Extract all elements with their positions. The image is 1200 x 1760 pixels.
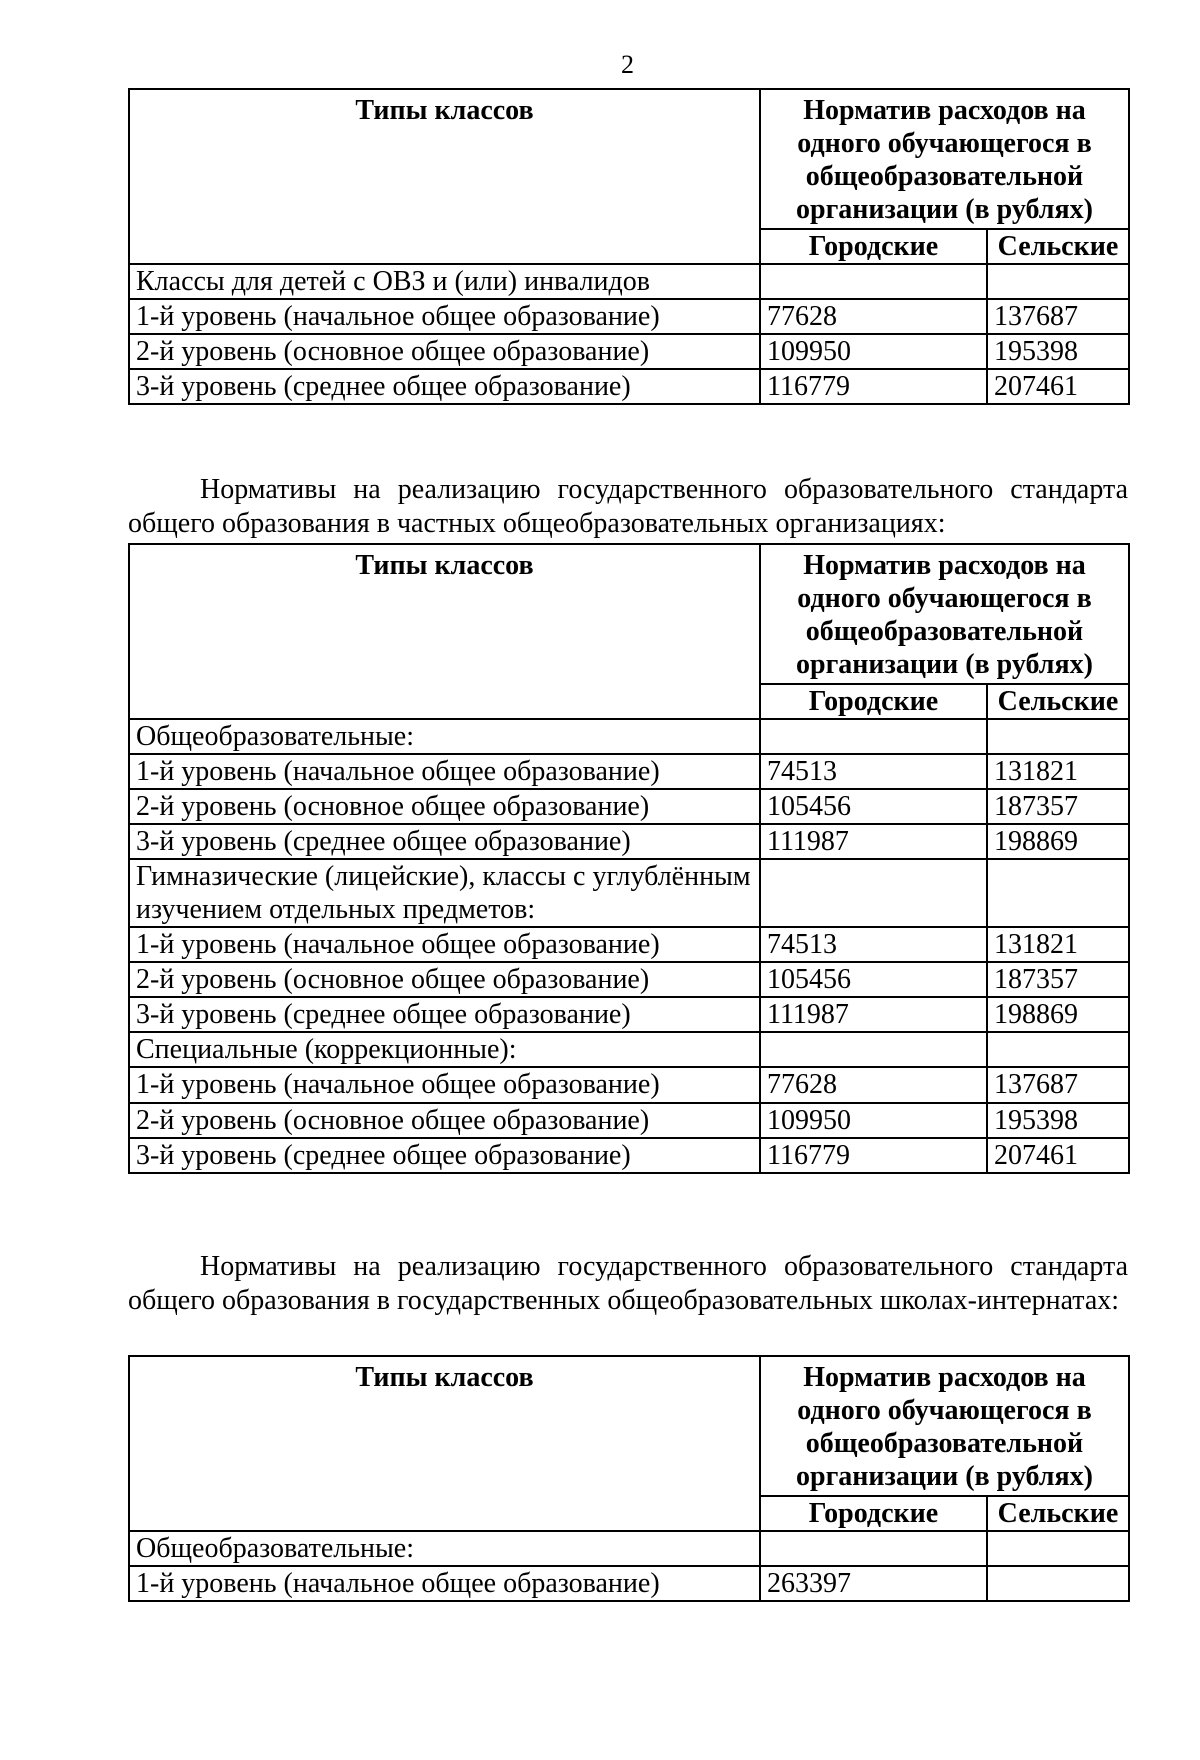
row-label: 3-й уровень (среднее общее образование): [129, 369, 760, 404]
rural-value: 187357: [987, 962, 1129, 997]
urban-value: [760, 1032, 987, 1067]
rural-value: 187357: [987, 789, 1129, 824]
header-norm: Норматив расходов на одного обучающегося в общеобразовательной организации (в рублях): [760, 89, 1129, 229]
table-row: [129, 1103, 1129, 1138]
table-row: [129, 369, 1129, 404]
urban-value: 111987: [760, 997, 987, 1032]
paragraph-boarding-norms: Нормативы на реализацию государственного образовательного стандарта общего образования в государственных общеобразовательных школах-интернатах:: [128, 1251, 1128, 1317]
rural-value: [987, 1531, 1129, 1566]
table-row: [129, 962, 1129, 997]
table-row: [129, 754, 1129, 789]
row-label: 3-й уровень (среднее общее образование): [129, 824, 760, 859]
rural-value: [987, 1566, 1129, 1601]
row-label: 2-й уровень (основное общее образование): [129, 962, 760, 997]
rural-value: 137687: [987, 299, 1129, 334]
norms-table-boarding: [128, 1355, 1130, 1602]
table-row: [129, 1138, 1129, 1173]
header-types: Типы классов: [129, 1356, 760, 1531]
table-row: [129, 997, 1129, 1032]
table-row: [129, 859, 1129, 927]
rural-value: 131821: [987, 927, 1129, 962]
table-row: [129, 1067, 1129, 1102]
header-urban: Городские: [760, 1496, 987, 1531]
row-label: 1-й уровень (начальное общее образование): [129, 1067, 760, 1102]
urban-value: 74513: [760, 927, 987, 962]
header-types: Типы классов: [129, 544, 760, 719]
header-types: Типы классов: [129, 89, 760, 264]
row-label: Специальные (коррекционные):: [129, 1032, 760, 1067]
table-row: [129, 1531, 1129, 1566]
row-label: Классы для детей с ОВЗ и (или) инвалидов: [129, 264, 760, 299]
rural-value: [987, 1032, 1129, 1067]
page-number: 2: [621, 50, 634, 79]
row-label: 1-й уровень (начальное общее образование): [129, 927, 760, 962]
table-row: [129, 1566, 1129, 1601]
header-urban: Городские: [760, 684, 987, 719]
urban-value: 109950: [760, 1103, 987, 1138]
table-row: [129, 789, 1129, 824]
row-label: 3-й уровень (среднее общее образование): [129, 997, 760, 1032]
table-row: [129, 927, 1129, 962]
table-row: [129, 264, 1129, 299]
header-rural: Сельские: [987, 229, 1129, 264]
rural-value: 207461: [987, 369, 1129, 404]
row-label: Общеобразовательные:: [129, 1531, 760, 1566]
row-label: 1-й уровень (начальное общее образование): [129, 299, 760, 334]
rural-value: 195398: [987, 1103, 1129, 1138]
urban-value: 116779: [760, 369, 987, 404]
table-row: [129, 334, 1129, 369]
table-row: [129, 1032, 1129, 1067]
row-label: 1-й уровень (начальное общее образование): [129, 1566, 760, 1601]
row-label: 2-й уровень (основное общее образование): [129, 1103, 760, 1138]
urban-value: 77628: [760, 299, 987, 334]
rural-value: 198869: [987, 997, 1129, 1032]
row-label: 2-й уровень (основное общее образование): [129, 789, 760, 824]
urban-value: 77628: [760, 1067, 987, 1102]
header-norm: Норматив расходов на одного обучающегося в общеобразовательной организации (в рублях): [760, 1356, 1129, 1496]
table-row: [129, 719, 1129, 754]
row-label: 1-й уровень (начальное общее образование): [129, 754, 760, 789]
row-label: 2-й уровень (основное общее образование): [129, 334, 760, 369]
urban-value: 74513: [760, 754, 987, 789]
row-label: Гимназические (лицейские), классы с углублённым изучением отдельных предметов:: [129, 859, 760, 927]
rural-value: 198869: [987, 824, 1129, 859]
urban-value: 116779: [760, 1138, 987, 1173]
urban-value: [760, 1531, 987, 1566]
rural-value: [987, 719, 1129, 754]
urban-value: [760, 859, 987, 927]
norms-table-private: [128, 543, 1130, 1174]
header-norm: Норматив расходов на одного обучающегося в общеобразовательной организации (в рублях): [760, 544, 1129, 684]
norms-table-ovz: [128, 88, 1130, 405]
rural-value: 207461: [987, 1138, 1129, 1173]
table-row: [129, 824, 1129, 859]
urban-value: 105456: [760, 962, 987, 997]
rural-value: [987, 859, 1129, 927]
urban-value: [760, 719, 987, 754]
header-rural: Сельские: [987, 684, 1129, 719]
rural-value: 195398: [987, 334, 1129, 369]
header-rural: Сельские: [987, 1496, 1129, 1531]
row-label: 3-й уровень (среднее общее образование): [129, 1138, 760, 1173]
paragraph-private-norms: Нормативы на реализацию государственного образовательного стандарта общего образования в частных общеобразовательных организациях:: [128, 474, 1128, 540]
row-label: Общеобразовательные:: [129, 719, 760, 754]
urban-value: 263397: [760, 1566, 987, 1601]
rural-value: [987, 264, 1129, 299]
urban-value: 105456: [760, 789, 987, 824]
urban-value: 109950: [760, 334, 987, 369]
urban-value: 111987: [760, 824, 987, 859]
header-urban: Городские: [760, 229, 987, 264]
urban-value: [760, 264, 987, 299]
rural-value: 131821: [987, 754, 1129, 789]
rural-value: 137687: [987, 1067, 1129, 1102]
table-row: [129, 299, 1129, 334]
